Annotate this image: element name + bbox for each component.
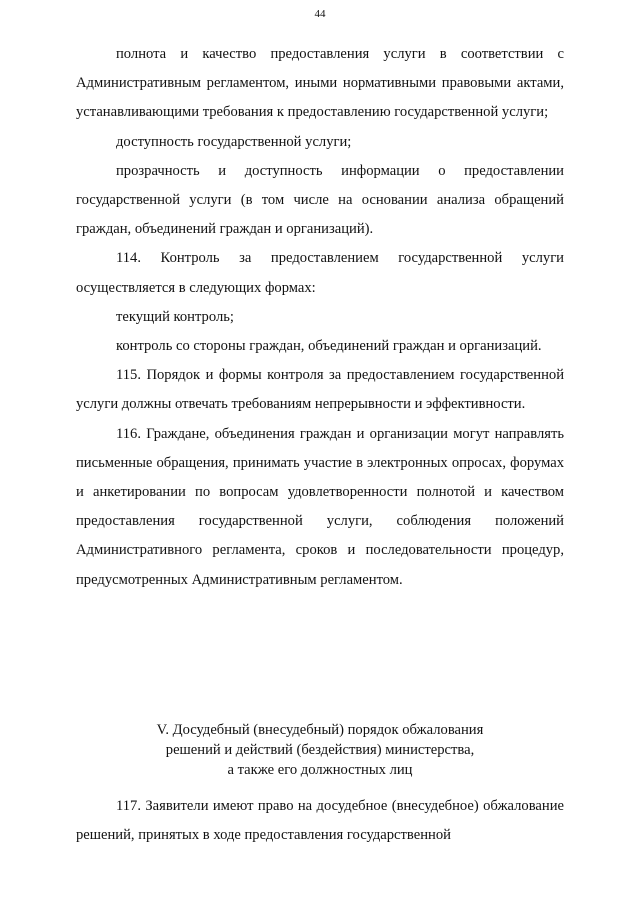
paragraph-117: 117. Заявители имеют право на досудебное (внесудебное) обжалование решений, принятых в ходе предоставления государственной: [76, 798, 564, 844]
document-body: [76, 40, 564, 595]
section-heading-line-3: а также его должностных лиц: [227, 762, 413, 778]
paragraph-service-quality: полнота и качество предоставления услуги в соответствии с Административным регламентом, иными нормативными правовыми актами, устанавливающими требования к предоставлению государственной услуги;: [76, 46, 564, 121]
section-heading-line-2: решений и действий (бездействия) министерства,: [165, 742, 475, 758]
paragraph-service-availability: доступность государственной услуги;: [116, 133, 352, 150]
paragraph-116: 116. Граждане, объединения граждан и организации могут направлять письменные обращения, принимать участие в электронных опросах, форумах и анкетировании по вопросам удовлетворенности полнотой и качеством предоставления государственной услуги, соблюдения положений Административного регламента, сроков и последовательности процедур, предусмотренных Административным регламентом.: [76, 425, 564, 588]
paragraph-citizen-control: контроль со стороны граждан, объединений граждан и организаций.: [116, 338, 542, 355]
paragraph-current-control: текущий контроль;: [116, 308, 234, 325]
paragraph-transparency: прозрачность и доступность информации о предоставлении государственной услуги (в том числе на основании анализа обращений граждан, объединений граждан и организаций).: [76, 162, 564, 238]
section-heading-line-1: V. Досудебный (внесудебный) порядок обжалования: [156, 722, 484, 738]
page-number: 44: [314, 8, 326, 20]
paragraph-115: 115. Порядок и формы контроля за предоставлением государственной услуги должны отвечать требованиям непрерывности и эффективности.: [76, 367, 564, 413]
document-body-continuation: [76, 792, 564, 850]
section-heading: [76, 720, 564, 780]
paragraph-114: 114. Контроль за предоставлением государственной услуги осуществляется в следующих формах:: [76, 250, 564, 296]
